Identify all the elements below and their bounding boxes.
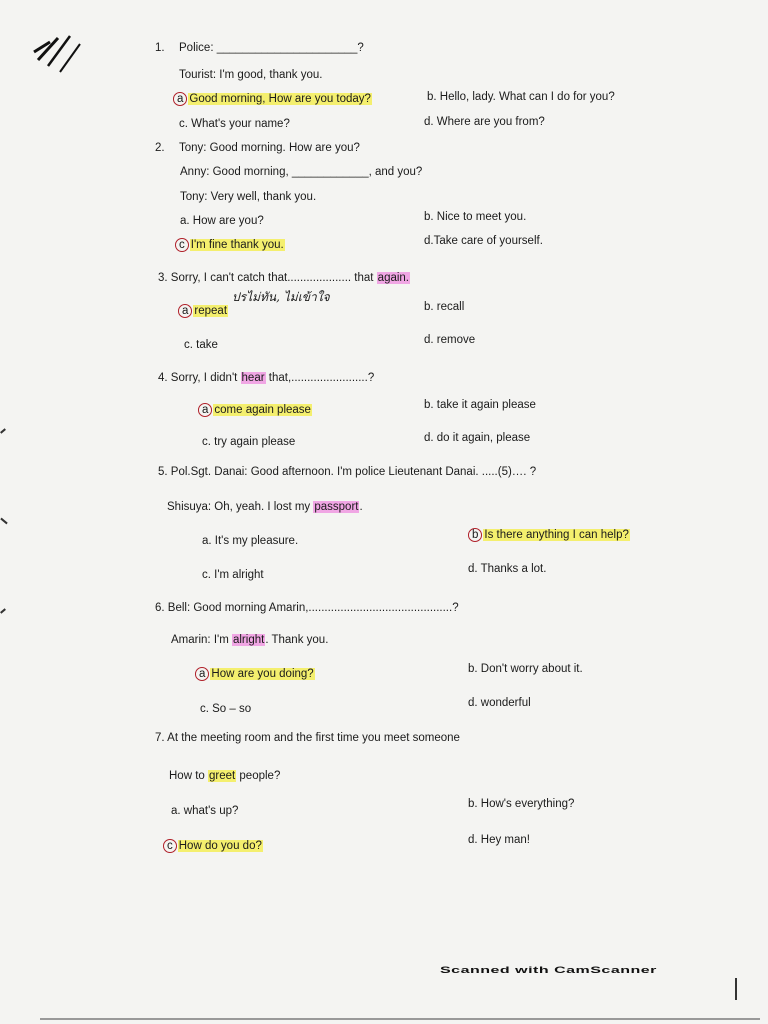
q6-option-d: d. wonderful: [468, 697, 531, 709]
q6-answer-circle: a: [195, 667, 209, 681]
q4-number: 4.: [158, 372, 168, 384]
q3-stem-highlight: again.: [377, 272, 410, 284]
q7-line-2: [169, 769, 280, 783]
q1-option-c: c. What's your name?: [179, 118, 290, 130]
q6-option-c: c. So – so: [200, 703, 252, 715]
q4-stem-highlight: hear: [241, 372, 265, 384]
q2-option-c-text: I'm fine thank you.: [190, 239, 284, 251]
q4-stem-after: that,........................?: [265, 372, 375, 384]
q2-answer-circle: c: [175, 238, 189, 252]
q5-number: 5.: [158, 466, 168, 478]
q5-stem-text: Pol.Sgt. Danai: Good afternoon. I'm police Lieutenant Danai. .....(5)…. ?: [170, 466, 537, 478]
q2-option-b: b. Nice to meet you.: [424, 211, 527, 223]
q3-option-a: [178, 304, 228, 318]
q3-number: 3.: [158, 272, 168, 284]
q5-option-a: a. It's my pleasure.: [202, 535, 299, 547]
q2-number: 2.: [155, 142, 165, 154]
q2-line-1: Tony: Good morning. How are you?: [179, 142, 360, 154]
q1-option-a-text: Good morning, How are you today?: [189, 93, 371, 105]
q7-line-2-highlight: greet: [209, 770, 236, 782]
q2-line-3: Tony: Very well, thank you.: [180, 191, 317, 203]
q1-number: 1.: [155, 42, 165, 54]
q1-line-1: Police: ______________________?: [179, 42, 364, 54]
q3-answer-circle: a: [178, 304, 192, 318]
q2-option-d: d.Take care of yourself.: [424, 235, 543, 247]
q7-answer-circle: c: [163, 839, 177, 853]
q5-line-2: [167, 500, 363, 514]
q3-option-a-text: repeat: [194, 305, 228, 317]
q6-number: 6.: [155, 602, 165, 614]
q3-handwritten-note: ปรไม่ทัน, ไม่เข้าใจ: [232, 290, 330, 304]
q6-line-2-after: . Thank you.: [265, 634, 329, 646]
q4-option-c: c. try again please: [202, 436, 296, 448]
q4-option-d: d. do it again, please: [424, 432, 531, 444]
q6-option-a-text: How are you doing?: [211, 668, 314, 680]
q7-option-c-text: How do you do?: [178, 840, 262, 852]
edge-mark-1: [0, 428, 6, 433]
q6-option-a: [195, 667, 315, 681]
q3-stem-text: Sorry, I can't catch that.................... that: [170, 272, 377, 284]
q3-option-c: c. take: [184, 339, 218, 351]
q1-option-d: d. Where are you from?: [424, 116, 545, 128]
q4-option-a: [198, 403, 312, 417]
pen-scribble-icon: [30, 30, 90, 80]
q6-option-b: b. Don't worry about it.: [468, 663, 583, 675]
q2-option-a: a. How are you?: [180, 215, 264, 227]
q1-line-2: Tourist: I'm good, thank you.: [179, 69, 323, 81]
q7-option-d: d. Hey man!: [468, 834, 530, 846]
edge-mark-2: [0, 518, 7, 525]
q6-line-2: [171, 633, 328, 647]
q3-option-d: d. remove: [424, 334, 476, 346]
q5-option-c: c. I'm alright: [202, 569, 264, 581]
q7-number: 7.: [155, 732, 165, 744]
edge-mark-3: [0, 608, 6, 613]
q4-answer-circle: a: [198, 403, 212, 417]
q7-line-2-text: How to: [169, 770, 208, 782]
q7-option-c: [163, 839, 263, 853]
q7-option-b: b. How's everything?: [468, 798, 575, 810]
q5-stem: [158, 465, 536, 479]
q5-option-b-text: Is there anything I can help?: [484, 529, 629, 541]
edge-mark-bottom: [40, 1018, 760, 1020]
q3-option-b: b. recall: [424, 301, 465, 313]
q1-option-a: [173, 92, 372, 106]
q6-stem-text: Bell: Good morning Amarin,.............................................?: [167, 602, 459, 614]
q7-line-2-after: people?: [236, 770, 281, 782]
q5-line-2-highlight: passport: [314, 501, 359, 513]
q4-option-a-text: come again please: [214, 404, 311, 416]
q7-option-a: a. what's up?: [171, 805, 239, 817]
q1-option-b: b. Hello, lady. What can I do for you?: [427, 91, 615, 103]
edge-mark-right: [735, 978, 737, 1000]
q2-option-c: [175, 238, 285, 252]
q7-stem-text: At the meeting room and the first time you meet someone: [167, 732, 460, 744]
q4-option-b: b. take it again please: [424, 399, 536, 411]
q2-line-2: Anny: Good morning, ____________, and you?: [180, 166, 423, 178]
q5-option-b: [468, 528, 630, 542]
q5-line-2-text: Shisuya: Oh, yeah. I lost my: [167, 501, 314, 513]
camscanner-watermark: Scanned with CamScanner: [440, 966, 657, 976]
q4-stem-text: Sorry, I didn't: [170, 372, 241, 384]
q5-option-d: d. Thanks a lot.: [468, 563, 547, 575]
q5-answer-circle: b: [468, 528, 482, 542]
q4-stem: [158, 371, 374, 385]
q7-stem: [155, 731, 460, 745]
q6-line-2-text: Amarin: I'm: [171, 634, 232, 646]
q1-answer-circle: a: [173, 92, 187, 106]
q3-stem: [158, 271, 410, 285]
q6-stem: [155, 601, 459, 615]
q6-line-2-highlight: alright: [232, 634, 265, 646]
q5-line-2-after: .: [359, 501, 363, 513]
